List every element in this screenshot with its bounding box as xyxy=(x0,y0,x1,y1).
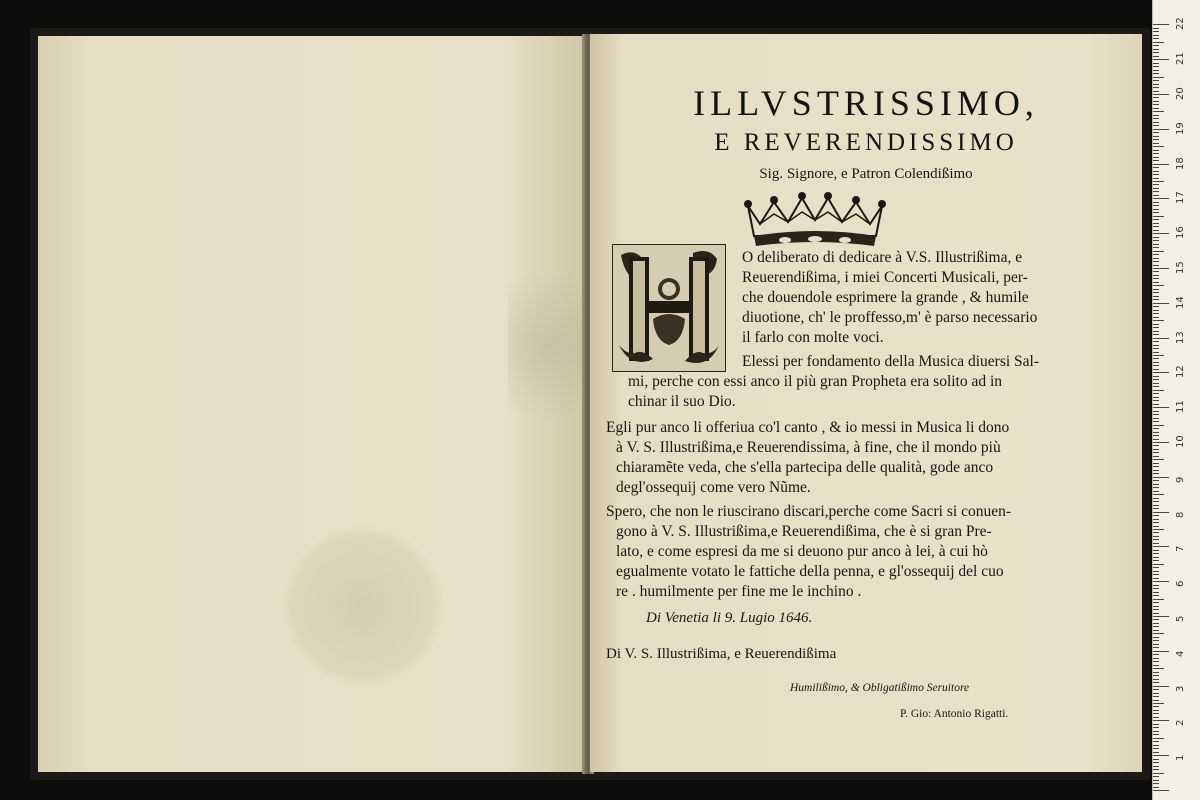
ruler-tick xyxy=(1153,150,1159,151)
ruler-tick xyxy=(1153,529,1164,530)
ruler-tick xyxy=(1153,484,1159,485)
ruler-number: 14 xyxy=(1175,296,1186,309)
ruler-tick xyxy=(1153,271,1159,272)
ruler-tick xyxy=(1153,188,1159,189)
ruler-tick xyxy=(1153,696,1159,697)
ruler-tick xyxy=(1153,226,1159,227)
ruler-tick xyxy=(1153,268,1169,269)
ruler-tick xyxy=(1153,369,1159,370)
ruler-tick xyxy=(1153,487,1159,488)
para4-line3: lato, e come espresi da me si deuono pur anco à lei, à cui hò xyxy=(616,543,988,560)
para1-line5: il farlo con molte voci. xyxy=(742,329,884,346)
ruler-tick xyxy=(1153,425,1164,426)
ruler-number: 3 xyxy=(1175,685,1186,692)
ruler-tick xyxy=(1153,449,1159,450)
ruler-number: 5 xyxy=(1175,615,1186,622)
ruler-tick xyxy=(1153,84,1159,85)
ruler-tick xyxy=(1153,66,1159,67)
ruler-tick xyxy=(1153,557,1159,558)
ruler-tick xyxy=(1153,129,1169,130)
ruler-tick xyxy=(1153,80,1159,81)
title-line-3: Sig. Signore, e Patron Colendißimo xyxy=(759,166,973,182)
para2-line1: Elessi per fondamento della Musica diuersi Sal- xyxy=(742,353,1040,370)
ruler-tick xyxy=(1153,491,1159,492)
left-page xyxy=(38,36,586,772)
ruler-tick xyxy=(1153,184,1159,185)
ruler-tick xyxy=(1153,35,1159,36)
ruler-tick xyxy=(1153,456,1159,457)
ruler-tick xyxy=(1153,265,1159,266)
ruler-tick xyxy=(1153,637,1159,638)
para4-line2: gono à V. S. Illustrißima,e Reuerendißima, che è si gran Pre- xyxy=(616,523,992,540)
ruler-tick xyxy=(1153,442,1169,443)
ruler-tick xyxy=(1153,706,1159,707)
ruler-tick xyxy=(1153,285,1164,286)
para3-line2: à V. S. Illustrißima,e Reuerendissima, à fine, che il mondo più xyxy=(616,439,1001,456)
ruler-tick xyxy=(1153,672,1159,673)
ruler-tick xyxy=(1153,118,1159,119)
ruler-tick xyxy=(1153,585,1159,586)
ruler-tick xyxy=(1153,459,1164,460)
ruler-tick xyxy=(1153,324,1159,325)
ruler-tick xyxy=(1153,609,1159,610)
ruler-tick xyxy=(1153,254,1159,255)
ruler-tick xyxy=(1153,223,1159,224)
para4-line1: Spero, che non le riuscirano discari,perche come Sacri si conuen- xyxy=(606,503,1011,520)
ruler-tick xyxy=(1153,526,1159,527)
ruler-tick xyxy=(1153,787,1159,788)
ruler-tick xyxy=(1153,178,1159,179)
ruler-tick xyxy=(1153,619,1159,620)
ruler-tick xyxy=(1153,522,1159,523)
ruler-tick xyxy=(1153,727,1159,728)
ruler-tick xyxy=(1153,752,1159,753)
ruler-tick xyxy=(1153,741,1159,742)
closing-line: Di V. S. Illustrißima, e Reuerendißima xyxy=(606,646,837,662)
ruler-tick xyxy=(1153,616,1169,617)
ruler-tick xyxy=(1153,574,1159,575)
ruler-tick xyxy=(1153,665,1159,666)
ghost-initial-shadow xyxy=(508,246,586,446)
ruler-tick xyxy=(1153,174,1159,175)
ruler-tick xyxy=(1153,38,1159,39)
para2-line3: chinar il suo Dio. xyxy=(628,393,736,410)
ruler-tick xyxy=(1153,769,1159,770)
ruler-tick xyxy=(1153,720,1169,721)
ruler-tick xyxy=(1153,275,1159,276)
ruler-number: 16 xyxy=(1175,226,1186,240)
ruler-tick xyxy=(1153,310,1159,311)
ruler-tick xyxy=(1153,132,1159,133)
ruler-tick xyxy=(1153,505,1159,506)
ruler-tick xyxy=(1153,28,1159,29)
ruler-tick xyxy=(1153,216,1164,217)
ruler-tick xyxy=(1153,70,1159,71)
ruler-tick xyxy=(1153,473,1159,474)
ruler-tick xyxy=(1153,383,1159,384)
ruler-tick xyxy=(1153,759,1159,760)
ruler-tick xyxy=(1153,400,1159,401)
ruler-tick xyxy=(1153,136,1159,137)
ruler-tick xyxy=(1153,407,1169,408)
ruler-tick xyxy=(1153,94,1169,95)
ruler-tick xyxy=(1153,372,1169,373)
ruler-tick xyxy=(1153,421,1159,422)
ruler-tick xyxy=(1153,171,1159,172)
ruler-tick xyxy=(1153,755,1169,756)
ruler-tick xyxy=(1153,56,1159,57)
ruler-tick xyxy=(1153,258,1159,259)
ruler-tick xyxy=(1153,338,1169,339)
ruler-tick xyxy=(1153,543,1159,544)
ruler-tick xyxy=(1153,630,1159,631)
ruler-tick xyxy=(1153,77,1164,78)
ruler-number: 20 xyxy=(1175,87,1186,100)
ruler-tick xyxy=(1153,362,1159,363)
ruler-tick xyxy=(1153,317,1159,318)
ruler-tick xyxy=(1153,219,1159,220)
ruler-tick xyxy=(1153,626,1159,627)
ruler-tick xyxy=(1153,710,1159,711)
ruler-tick xyxy=(1153,397,1159,398)
para3-line1: Egli pur anco li offeriua co'l canto , & io messi in Musica li dono xyxy=(606,419,1010,436)
ruler-tick xyxy=(1153,87,1159,88)
signature-line: P. Gio: Antonio Rigatti. xyxy=(900,708,1009,720)
ruler-tick xyxy=(1153,651,1169,652)
ruler-tick xyxy=(1153,355,1164,356)
ruler-tick xyxy=(1153,512,1169,513)
para1-line1: O deliberato di dedicare à V.S. Illustrißima, e xyxy=(742,249,1023,266)
ruler-tick xyxy=(1153,564,1164,565)
ruler-tick xyxy=(1153,682,1159,683)
ruler-tick xyxy=(1153,501,1159,502)
para3-line3: chiaramẽte veda, che s'ella partecipa delle qualità, gode anco xyxy=(616,459,994,476)
ruler-tick xyxy=(1153,24,1169,25)
ruler-tick xyxy=(1153,205,1159,206)
ruler-number: 2 xyxy=(1175,720,1186,727)
ruler-tick xyxy=(1153,358,1159,359)
ruler-tick xyxy=(1153,546,1169,547)
ruler-number: 9 xyxy=(1175,476,1186,483)
ruler-number: 7 xyxy=(1175,546,1186,553)
ruler-tick xyxy=(1153,623,1159,624)
ruler-tick xyxy=(1153,111,1164,112)
ruler-tick xyxy=(1153,508,1159,509)
ruler-tick xyxy=(1153,233,1169,234)
ruler-tick xyxy=(1153,143,1159,144)
ruler-tick xyxy=(1153,365,1159,366)
ruler-tick xyxy=(1153,428,1159,429)
ruler-tick xyxy=(1153,52,1159,53)
ruler-tick xyxy=(1153,773,1164,774)
ruler-tick xyxy=(1153,209,1159,210)
ruler-tick xyxy=(1153,599,1164,600)
ruler-tick xyxy=(1153,668,1164,669)
ruler-tick xyxy=(1153,45,1159,46)
right-page xyxy=(590,34,1142,772)
ruler-tick xyxy=(1153,432,1159,433)
ruler-tick xyxy=(1153,776,1159,777)
ruler-tick xyxy=(1153,414,1159,415)
ruler-tick xyxy=(1153,654,1159,655)
ruler-tick xyxy=(1153,738,1164,739)
ruler-tick xyxy=(1153,306,1159,307)
ruler-tick xyxy=(1153,679,1159,680)
ruler-tick xyxy=(1153,63,1159,64)
para3-line4: degl'ossequij come vero Nũme. xyxy=(616,479,811,496)
ghost-coat-of-arms xyxy=(278,526,448,686)
ruler-tick xyxy=(1153,675,1159,676)
ruler-tick xyxy=(1153,644,1159,645)
ruler-tick xyxy=(1153,31,1159,32)
ruler-tick xyxy=(1153,640,1159,641)
ruler-tick xyxy=(1153,160,1159,161)
ruler-tick xyxy=(1153,296,1159,297)
ruler-tick xyxy=(1153,762,1159,763)
ruler-tick xyxy=(1153,139,1159,140)
ruler-tick xyxy=(1153,689,1159,690)
ruler-tick xyxy=(1153,157,1159,158)
ruler-tick xyxy=(1153,658,1159,659)
ruler-number: 12 xyxy=(1175,365,1186,379)
ruler-tick xyxy=(1153,581,1169,582)
ruler-tick xyxy=(1153,470,1159,471)
ruler-tick xyxy=(1153,494,1164,495)
ruler-tick xyxy=(1153,613,1159,614)
ruler-tick xyxy=(1153,212,1159,213)
measurement-ruler xyxy=(1152,0,1200,800)
ruler-tick xyxy=(1153,202,1159,203)
ruler-tick xyxy=(1153,115,1159,116)
para4-line4: egualmente votato le fattiche della penna, e gl'ossequij del cuo xyxy=(616,563,1004,580)
ruler-tick xyxy=(1153,745,1159,746)
ruler-tick xyxy=(1153,766,1159,767)
ruler-tick xyxy=(1153,592,1159,593)
ruler-tick xyxy=(1153,780,1159,781)
ruler-tick xyxy=(1153,146,1164,147)
ruler-tick xyxy=(1153,713,1159,714)
ruler-tick xyxy=(1153,439,1159,440)
para1-line4: diuotione, ch' le proffesso,m' è parso necessario xyxy=(742,309,1038,326)
ruler-tick xyxy=(1153,560,1159,561)
ruler-tick xyxy=(1153,299,1159,300)
ruler-number: 11 xyxy=(1175,400,1186,414)
ruler-tick xyxy=(1153,42,1164,43)
ruler-tick xyxy=(1153,532,1159,533)
ruler-tick xyxy=(1153,404,1159,405)
ruler-tick xyxy=(1153,571,1159,572)
ruler-tick xyxy=(1153,393,1159,394)
ruler-tick xyxy=(1153,341,1159,342)
ruler-tick xyxy=(1153,703,1164,704)
ruler-tick xyxy=(1153,327,1159,328)
ruler-tick xyxy=(1153,352,1159,353)
ruler-tick xyxy=(1153,240,1159,241)
ruler-tick xyxy=(1153,466,1159,467)
ruler-number: 17 xyxy=(1175,191,1186,205)
ruler-tick xyxy=(1153,536,1159,537)
ruler-tick xyxy=(1153,686,1169,687)
ruler-tick xyxy=(1153,251,1164,252)
ruler-tick xyxy=(1153,435,1159,436)
ruler-tick xyxy=(1153,191,1159,192)
ruler-tick xyxy=(1153,731,1159,732)
ruler-tick xyxy=(1153,278,1159,279)
ruler-tick xyxy=(1153,661,1159,662)
ruler-tick xyxy=(1153,247,1159,248)
title-line-2: E REVERENDISSIMO xyxy=(714,129,1018,156)
ruler-tick xyxy=(1153,292,1159,293)
ruler-tick xyxy=(1153,717,1159,718)
ruler-tick xyxy=(1153,73,1159,74)
ruler-tick xyxy=(1153,108,1159,109)
ruler-tick xyxy=(1153,49,1159,50)
ruler-tick xyxy=(1153,633,1164,634)
ruler-tick xyxy=(1153,164,1169,165)
ruler-tick xyxy=(1153,97,1159,98)
ruler-number: 22 xyxy=(1175,17,1186,31)
crown-icon xyxy=(740,184,890,254)
ruler-tick xyxy=(1153,452,1159,453)
ruler-tick xyxy=(1153,748,1159,749)
ruler-number: 18 xyxy=(1175,156,1186,170)
ruler-tick xyxy=(1153,790,1169,791)
ruler-tick xyxy=(1153,550,1159,551)
ruler-tick xyxy=(1153,480,1159,481)
ruler-tick xyxy=(1153,390,1164,391)
ruler-tick xyxy=(1153,477,1169,478)
ruler-tick xyxy=(1153,331,1159,332)
ruler-number: 15 xyxy=(1175,261,1186,274)
ruler-tick xyxy=(1153,122,1159,123)
para1-line2: Reuerendißima, i miei Concerti Musicali, per- xyxy=(742,269,1028,286)
ruler-tick xyxy=(1153,647,1159,648)
ruler-tick xyxy=(1153,348,1159,349)
ruler-tick xyxy=(1153,261,1159,262)
ruler-tick xyxy=(1153,463,1159,464)
ruler-tick xyxy=(1153,519,1159,520)
ruler-tick xyxy=(1153,578,1159,579)
ruler-number: 21 xyxy=(1175,52,1186,66)
ruler-tick xyxy=(1153,386,1159,387)
ruler-number: 8 xyxy=(1175,511,1186,518)
ruler-tick xyxy=(1153,606,1159,607)
ruler-tick xyxy=(1153,345,1159,346)
ruler-tick xyxy=(1153,783,1159,784)
ruler-tick xyxy=(1153,230,1159,231)
ruler-tick xyxy=(1153,244,1159,245)
title-line-1: ILLVSTRISSIMO, xyxy=(693,83,1039,123)
ruler-number: 4 xyxy=(1175,650,1186,657)
ruler-tick xyxy=(1153,334,1159,335)
ruler-tick xyxy=(1153,181,1164,182)
date-line: Di Venetia li 9. Lugio 1646. xyxy=(646,610,813,626)
ruler-tick xyxy=(1153,167,1159,168)
ruler-tick xyxy=(1153,602,1159,603)
ruler-tick xyxy=(1153,418,1159,419)
ruler-number: 13 xyxy=(1175,330,1186,344)
ruler-tick xyxy=(1153,567,1159,568)
ruler-tick xyxy=(1153,693,1159,694)
ruler-tick xyxy=(1153,595,1159,596)
para4-line5: re . humilmente per fine me le inchino . xyxy=(616,583,862,600)
ruler-tick xyxy=(1153,411,1159,412)
ruler-tick xyxy=(1153,198,1169,199)
ruler-tick xyxy=(1153,588,1159,589)
para1-line3: che douendole esprimere la grande , & humile xyxy=(742,289,1029,306)
ruler-tick xyxy=(1153,303,1169,304)
servitore-line: Humilißimo, & Obligatißimo Seruitore xyxy=(790,682,970,694)
ruler-tick xyxy=(1153,289,1159,290)
ruler-tick xyxy=(1153,376,1159,377)
ruler-tick xyxy=(1153,379,1159,380)
ruler-tick xyxy=(1153,724,1159,725)
ruler-tick xyxy=(1153,553,1159,554)
ruler-tick xyxy=(1153,700,1159,701)
ruler-number: 1 xyxy=(1175,754,1186,762)
decorated-initial-H-icon xyxy=(612,244,726,372)
ruler-tick xyxy=(1153,153,1159,154)
ruler-tick xyxy=(1153,320,1164,321)
ruler-number: 6 xyxy=(1175,580,1186,588)
ruler-tick xyxy=(1153,101,1159,102)
ruler-number: 19 xyxy=(1175,122,1186,135)
ruler-tick xyxy=(1153,539,1159,540)
ruler-tick xyxy=(1153,734,1159,735)
ruler-tick xyxy=(1153,313,1159,314)
ruler-tick xyxy=(1153,445,1159,446)
ruler-tick xyxy=(1153,91,1159,92)
ruler-tick xyxy=(1153,104,1159,105)
ruler-tick xyxy=(1153,282,1159,283)
ruler-tick xyxy=(1153,237,1159,238)
ruler-tick xyxy=(1153,125,1159,126)
ruler-tick xyxy=(1153,195,1159,196)
para2-line2: mi, perche con essi anco il più gran Propheta era solito ad in xyxy=(628,373,1003,390)
ruler-number: 10 xyxy=(1175,435,1186,448)
ruler-tick xyxy=(1153,515,1159,516)
ruler-tick xyxy=(1153,59,1169,60)
ruler-tick xyxy=(1153,498,1159,499)
